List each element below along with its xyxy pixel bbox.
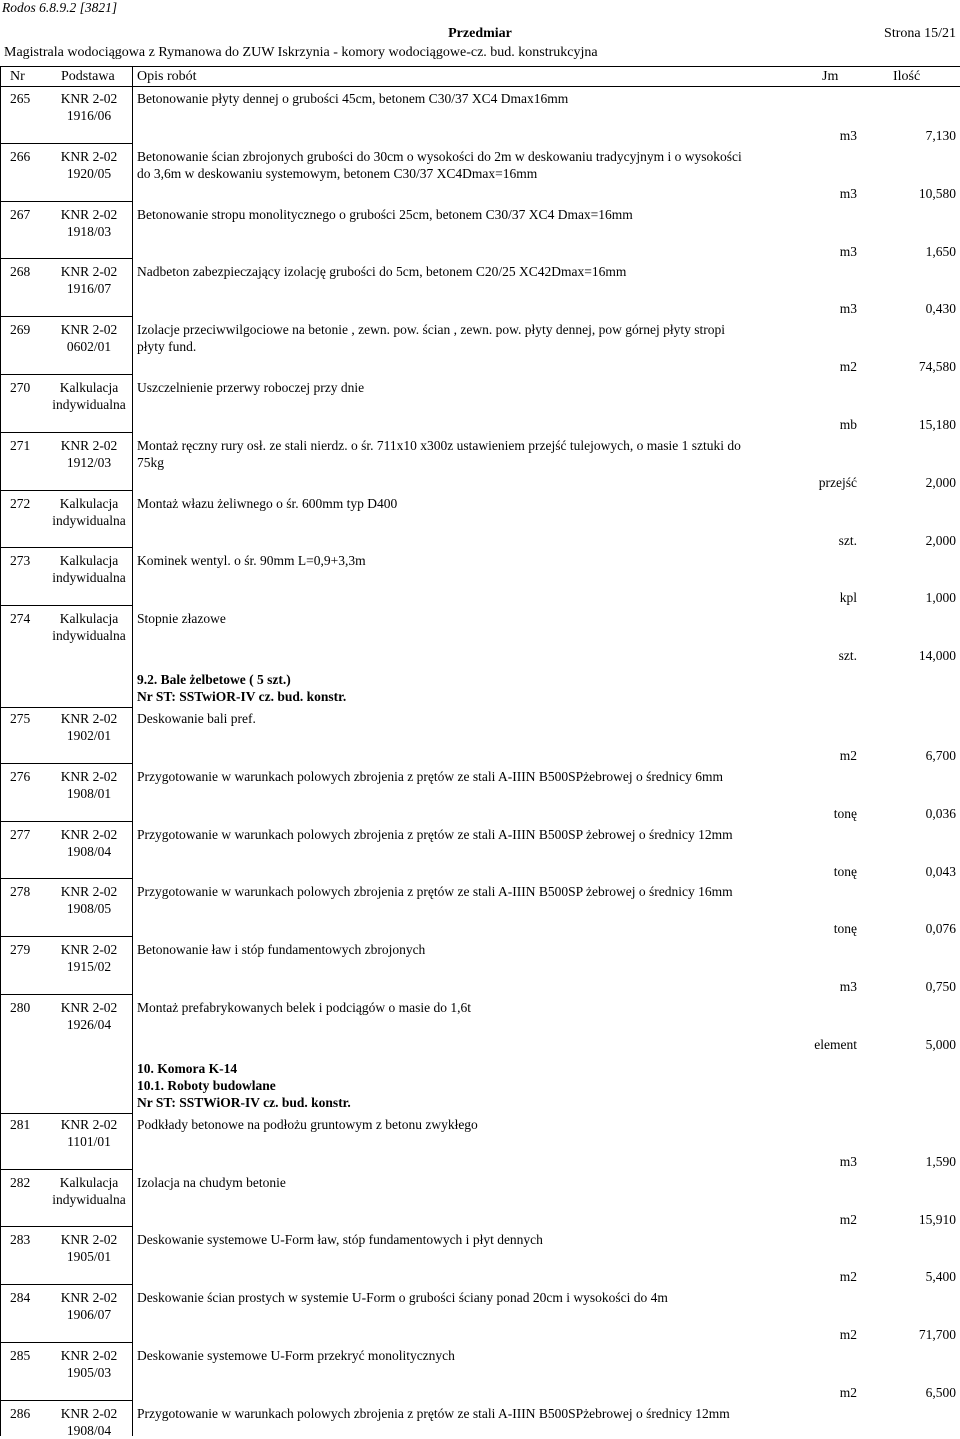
row-separator [0,1226,132,1227]
row-description: Przygotowanie w warunkach polowych zbrojenia z prętów ze stali A-IIIN B500SPżebrowej o średnicy 6mm [137,768,723,784]
row-description: Deskowanie systemowe U-Form ław, stóp fundamentowych i płyt dennych [137,1232,543,1248]
row-unit: tonę [833,921,857,937]
row-basis: KNR 2-02 [60,1348,118,1363]
row-separator [0,490,132,491]
row-number: 286 [10,1405,31,1421]
row-basis: indywidualna [52,397,126,412]
row-basis: indywidualna [52,570,126,586]
row-unit: m2 [839,359,857,375]
col-jm-header: Jm [822,69,839,84]
row-unit: m2 [839,1211,857,1227]
row-unit: kpl [839,590,857,606]
row-description: Uszczelnienie przerwy roboczej przy dnie [137,380,365,395]
row-basis: 1908/04 [66,1422,112,1438]
row-basis: Kalkulacja [59,495,119,511]
row-number: 265 [10,91,31,106]
row-basis: Kalkulacja [59,611,119,627]
row-number: 282 [10,1174,31,1190]
row-separator [0,1113,132,1114]
row-unit: m2 [839,748,857,763]
row-unit: m3 [839,243,857,259]
row-description: Izolacje przeciwwilgociowe na betonie , zewn. pow. ścian , zewn. pow. płyty dennej, pow górnej płyty stropi [137,322,725,338]
row-basis: KNR 2-02 [60,942,118,958]
row-basis: KNR 2-02 [60,1232,118,1248]
row-separator [0,1284,132,1285]
row-separator [0,201,132,202]
row-basis: 1926/04 [66,1017,112,1032]
row-basis: 1916/07 [66,281,112,297]
row-quantity: 10,580 [918,185,956,201]
app-title: Rodos 6.8.9.2 [3821] [2,0,118,15]
row-quantity: 0,750 [925,979,956,995]
row-quantity: 0,430 [925,301,956,317]
row-unit: tonę [833,805,857,821]
row-number: 275 [10,711,31,726]
row-unit: m2 [839,1385,857,1400]
row-basis: 1918/03 [66,223,112,239]
row-basis: KNR 2-02 [60,826,118,842]
row-number: 278 [10,884,31,900]
row-number: 270 [10,380,31,395]
row-quantity: 74,580 [918,359,956,375]
row-basis: 1101/01 [67,1133,111,1149]
row-quantity: 1,000 [925,590,956,606]
row-description: Montaż prefabrykowanych belek i podciągów o masie do 1,6t [137,1000,472,1015]
row-basis: KNR 2-02 [60,884,118,900]
row-separator [0,994,132,995]
row-basis: indywidualna [52,628,126,644]
row-number: 280 [10,1000,31,1015]
col-basis-header: Podstawa [61,69,115,84]
row-basis: KNR 2-02 [60,148,118,164]
row-basis: KNR 2-02 [60,437,118,453]
row-basis: KNR 2-02 [60,322,118,338]
row-description: Betonowanie płyty dennej o grubości 45cm, betonem C30/37 XC4 Dmax16mm [137,91,569,106]
row-quantity: 15,180 [918,417,956,432]
row-unit: element [814,1037,857,1052]
row-separator [0,1342,132,1343]
row-basis: KNR 2-02 [60,1405,118,1421]
section-heading: 10.1. Roboty budowlane [137,1077,276,1093]
row-basis: KNR 2-02 [60,1290,118,1306]
row-quantity: 0,043 [925,863,956,879]
row-basis: 1912/03 [66,454,112,470]
row-basis: KNR 2-02 [60,768,118,784]
row-quantity: 1,650 [925,243,956,259]
row-unit: tonę [833,863,857,879]
row-number: 284 [10,1290,31,1306]
row-basis: Kalkulacja [59,553,119,569]
row-basis: KNR 2-02 [60,1000,118,1015]
section-heading: Nr ST: SSTwiOR-IV cz. bud. konstr. [137,689,347,704]
row-quantity: 7,130 [925,128,956,143]
row-separator [0,547,132,548]
section-heading: Nr ST: SSTWiOR-IV cz. bud. konstr. [137,1094,351,1110]
row-basis: 1915/02 [66,959,112,975]
row-quantity: 6,700 [925,748,956,763]
row-separator [0,1400,132,1401]
table-header [0,66,960,87]
row-unit: m2 [839,1327,857,1343]
row-basis: indywidualna [52,512,126,528]
row-number: 277 [10,826,31,842]
row-separator [0,374,132,375]
table-border-left [0,66,1,1436]
row-number: 283 [10,1232,31,1248]
row-unit: szt. [838,532,857,548]
row-separator [0,763,132,764]
row-description: Kominek wentyl. o śr. 90mm L=0,9+3,3m [137,553,366,569]
page-number: Strona 15/21 [884,26,956,41]
row-unit: przejść [818,474,857,490]
row-separator [0,316,132,317]
row-description: Podkłady betonowe na podłożu gruntowym z betonu zwykłego [137,1116,478,1132]
row-number: 276 [10,768,31,784]
document-title: Przedmiar [448,26,512,41]
row-description: Montaż włazu żeliwnego o śr. 600mm typ D400 [137,495,398,511]
row-basis: KNR 2-02 [60,711,118,726]
row-description: do 3,6m w deskowaniu systemowym, betonem C30/37 XC4Dmax=16mm [137,165,538,181]
row-basis: KNR 2-02 [60,264,118,280]
row-separator [0,821,132,822]
section-heading: 9.2. Bale żelbetowe ( 5 szt.) [137,672,291,687]
row-number: 271 [10,437,31,453]
row-separator [0,1169,132,1170]
col-qty-header: Ilość [893,69,921,84]
row-description: Stopnie złazowe [137,611,226,627]
row-description: Betonowanie ścian zbrojonych grubości do 30cm o wysokości do 2m w deskowaniu tradycyjnym i o wysokości [137,148,742,164]
row-quantity: 2,000 [925,474,956,490]
row-unit: szt. [838,648,857,664]
row-number: 285 [10,1348,31,1363]
row-unit: m3 [839,1153,857,1169]
section-heading: 10. Komora K-14 [137,1060,238,1076]
row-basis: KNR 2-02 [60,206,118,222]
row-separator [0,878,132,879]
row-quantity: 15,910 [918,1211,956,1227]
row-description: Betonowanie ław i stóp fundamentowych zbrojonych [137,942,426,958]
row-unit: m3 [839,128,857,143]
row-description: Izolacja na chudym betonie [137,1174,286,1190]
row-quantity: 1,590 [925,1153,956,1169]
row-basis: KNR 2-02 [60,91,118,106]
row-basis: 1920/05 [66,165,112,181]
row-quantity: 71,700 [918,1327,956,1343]
row-description: Przygotowanie w warunkach polowych zbrojenia z prętów ze stali A-IIIN B500SP żebrowej o średnicy 16mm [137,884,733,900]
row-description: Betonowanie stropu monolitycznego o grubości 25cm, betonem C30/37 XC4 Dmax=16mm [137,206,633,222]
row-unit: m3 [839,979,857,995]
row-basis: 1908/04 [66,843,112,859]
row-quantity: 2,000 [925,532,956,548]
row-number: 269 [10,322,31,338]
row-basis: KNR 2-02 [60,1116,118,1132]
row-unit: m2 [839,1269,857,1285]
row-number: 272 [10,495,31,511]
row-basis: 0602/01 [66,339,112,355]
row-number: 274 [10,611,31,627]
row-number: 279 [10,942,31,958]
row-description: Deskowanie ścian prostych w systemie U-Form o grubości ściany ponad 20cm i wysokości do 4m [137,1290,668,1306]
row-description: Przygotowanie w warunkach polowych zbrojenia z prętów ze stali A-IIIN B500SPżebrowej o średnicy 12mm [137,1405,730,1421]
row-number: 268 [10,264,31,280]
row-basis: 1908/01 [66,785,112,801]
row-quantity: 5,400 [925,1269,956,1285]
row-basis: 1906/07 [66,1307,112,1323]
row-quantity: 6,500 [925,1385,956,1400]
row-quantity: 5,000 [925,1037,956,1052]
col-nr-header: Nr [10,69,25,84]
row-basis: indywidualna [52,1191,126,1207]
row-basis: 1902/01 [66,728,112,743]
row-quantity: 0,076 [925,921,956,937]
row-separator [0,258,132,259]
row-number: 267 [10,206,31,222]
row-description: Deskowanie systemowe U-Form przekryć monolitycznych [137,1348,455,1363]
col-desc-header: Opis robót [137,69,197,84]
row-description: płyty fund. [137,339,197,355]
row-separator [0,143,132,144]
row-description: Deskowanie bali pref. [137,711,256,726]
row-basis: 1908/05 [66,901,112,917]
row-description: Nadbeton zabezpieczający izolację grubości do 5cm, betonem C20/25 XC42Dmax=16mm [137,264,627,280]
row-number: 273 [10,553,31,569]
row-basis: 1905/01 [66,1249,112,1265]
row-basis: Kalkulacja [59,1174,119,1190]
row-separator [0,605,132,606]
row-description: 75kg [137,454,164,470]
row-separator [0,707,132,708]
row-description: Montaż ręczny rury osł. ze stali nierdz. o śr. 711x10 x300z ustawieniem przejść tulejowych, o masie 1 sztuki do [137,437,741,453]
row-unit: m3 [839,185,857,201]
row-basis: 1916/06 [66,108,112,123]
row-number: 266 [10,148,31,164]
row-quantity: 14,000 [918,648,956,664]
row-separator [0,936,132,937]
row-quantity: 0,036 [925,805,956,821]
row-basis: 1905/03 [66,1365,112,1380]
row-unit: mb [839,417,857,432]
row-number: 281 [10,1116,31,1132]
table-divider [132,66,133,1436]
project-subtitle: Magistrala wodociągowa z Rymanowa do ZUW Iskrzynia - komory wodociągowe-cz. bud. konstrukcyjna [4,45,598,60]
row-description: Przygotowanie w warunkach polowych zbrojenia z prętów ze stali A-IIIN B500SP żebrowej o średnicy 12mm [137,826,733,842]
row-unit: m3 [839,301,857,317]
row-separator [0,432,132,433]
row-basis: Kalkulacja [59,380,119,395]
